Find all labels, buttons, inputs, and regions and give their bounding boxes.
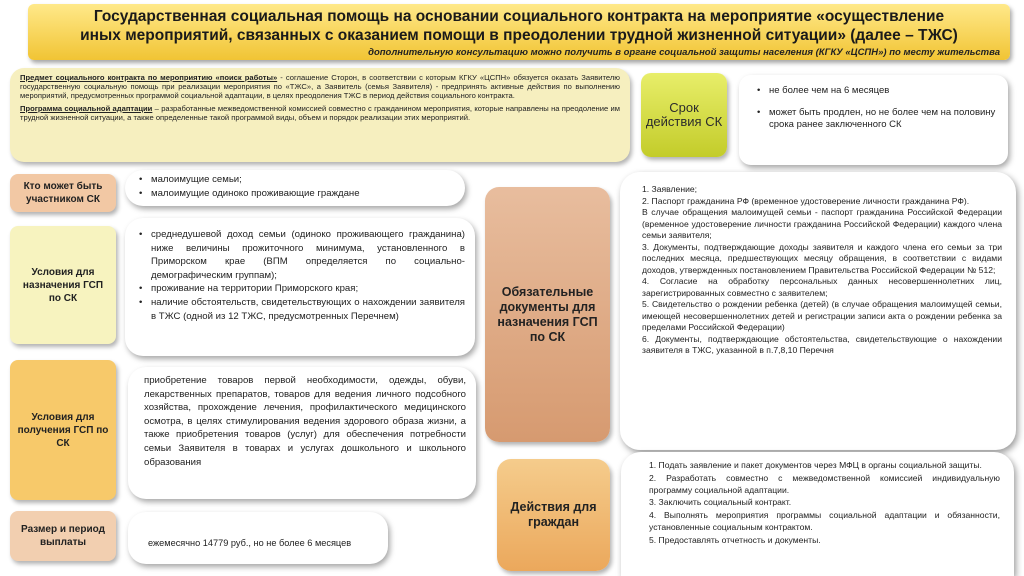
program-paragraph: [20, 104, 620, 122]
conditions-assign-box: [125, 218, 475, 356]
documents-label: Обязательные документы для назначения ГСП по СК: [485, 187, 610, 442]
list-item: 2. Разработать совместно с межведомственной комиссией индивидуальную программу социальной адаптации.: [649, 472, 1000, 495]
participants-box: [125, 170, 465, 206]
list-item: 2. Паспорт гражданина РФ (временное удостоверение личности гражданина РФ).: [642, 195, 970, 206]
list-item: 1. Подать заявление и пакет документов через МФЦ в органы социальной защиты.: [649, 460, 982, 470]
list-item: В случае обращения малоимущей семьи - паспорт гражданина Российской Федерации (временное удостоверение личности гражданина Российской Федерации) каждого члена семьи заявителя;: [642, 207, 1002, 240]
title-line-1: Государственная социальная помощь на основании социального контракта на мероприятие «осуществление: [93, 8, 945, 25]
term-list-box: [739, 75, 1008, 165]
list-item: 3. Заключить социальный контракт.: [649, 497, 792, 508]
conditions-receive-text: приобретение товаров первой необходимости, одежды, обуви, лекарственных препаратов, товаров для ведения личного подсобного хозяйства, прохождение лечения, профилактического медицинского осмотра, в целях стимулирования ведения здорового образа жизни, а также приобретения товаров (услуг) для обеспечения потребности семьи Заявителя в товарах и услугах дошкольного и школьного образования: [144, 375, 466, 468]
list-item: • может быть продлен, но не более чем на половину срока ранее заключенного СК: [757, 107, 998, 131]
title-line-2: иных мероприятий, связанных с оказанием помощи в преодолении трудной жизненной ситуации» (далее – ТЖС): [80, 27, 958, 44]
participants-label: Кто может быть участником СК: [10, 174, 116, 212]
subject-text: - соглашение Сторон, в соответствии с которым КГКУ «ЦСПН» обязуется оказать Заявителю государственную социальную помощь при реализации мероприятия по «ТЖС», а Заявитель (семья Заявителя) - предпринять активные действия по выполнению мероприятий, предусмотренных программой социальной адаптации, в целях преодоления ТЖС в период действия социального контракта.: [20, 73, 620, 101]
list-item: • среднедушевой доход семьи (одиноко проживающего гражданина) ниже величины прожиточного минимума, установленного в Приморском крае (ВПМ определяется по социально-демографическим группам);: [139, 228, 465, 282]
list-item: • не более чем на 6 месяцев: [757, 85, 998, 97]
payment-label: Размер и период выплаты: [10, 511, 116, 561]
documents-box: [620, 172, 1016, 450]
subject-paragraph: [20, 73, 620, 101]
list-item: • малоимущие семьи;: [139, 173, 453, 187]
list-item: 5. Свидетельство о рождении ребенка (детей) (в случае обращения малоимущей семьи, имеющей несовершеннолетних детей и регистрации записи акта о рождении ребенка за пределами Российской Федерации): [642, 299, 1002, 332]
contract-subject-panel: [10, 68, 630, 162]
list-item: 6. Документы, подтверждающие обстоятельства, свидетельствующие о нахождении заявителя в ТЖС, указанной в п.7,8,10 Перечня: [642, 333, 1002, 355]
conditions-assign-label: Условия для назначения ГСП по СК: [10, 226, 116, 344]
page-title: [28, 4, 1010, 45]
list-item: • малоимущие одиноко проживающие граждане: [139, 187, 453, 201]
conditions-receive-label: Условия для получения ГСП по СК: [10, 360, 116, 500]
list-item: • наличие обстоятельств, свидетельствующих о нахождении заявителя в ТЖС (одной из 12 ТЖС, предусмотренных Перечнем): [139, 296, 465, 323]
term-list: [757, 85, 998, 131]
list-item: 4. Согласие на обработку персональных данных несовершеннолетних лиц, зарегистрированных совместно с заявителем;: [642, 276, 1002, 298]
term-label-box: Срок действия СК: [641, 73, 727, 157]
page-subtitle: дополнительную консультацию можно получить в органе социальной защиты населения (КГКУ «ЦСПН») по месту жительства: [368, 47, 1000, 58]
list-item: 5. Предоставлять отчетность и документы.: [649, 534, 821, 545]
participants-list: [139, 173, 453, 200]
subject-lead: Предмет социального контракта по мероприятию «поиск работы»: [20, 73, 278, 82]
actions-box: [621, 452, 1014, 576]
program-lead: Программа социальной адаптации: [20, 103, 153, 113]
conditions-receive-box: [128, 367, 476, 499]
conditions-assign-list: [139, 228, 465, 323]
list-item: 1. Заявление;: [642, 184, 698, 194]
payment-text: ежемесячно 14779 руб., но не более 6 месяцев: [148, 538, 352, 548]
actions-label: Действия для граждан: [497, 459, 610, 571]
list-item: • проживание на территории Приморского края;: [139, 282, 465, 296]
payment-box: [128, 512, 388, 564]
list-item: 3. Документы, подтверждающие доходы заявителя и каждого члена его семьи за три последних месяца, предшествующих месяцу обращения, в соответствии с видами доходов, утвержденных постановлением Правительства Российской Федерации № 512;: [642, 241, 1002, 275]
program-text: – разработанные межведомственной комиссией совместно с гражданином мероприятия, которые направлены на преодоление им трудной жизненной ситуации, а также определенные такой программой виды, объем и порядок реализации этих мероприятий.: [20, 103, 620, 122]
header-banner: [28, 4, 1010, 60]
list-item: 4. Выполнять мероприятия программы социальной адаптации и обязанности, установленные социальным контрактом.: [649, 510, 1000, 532]
